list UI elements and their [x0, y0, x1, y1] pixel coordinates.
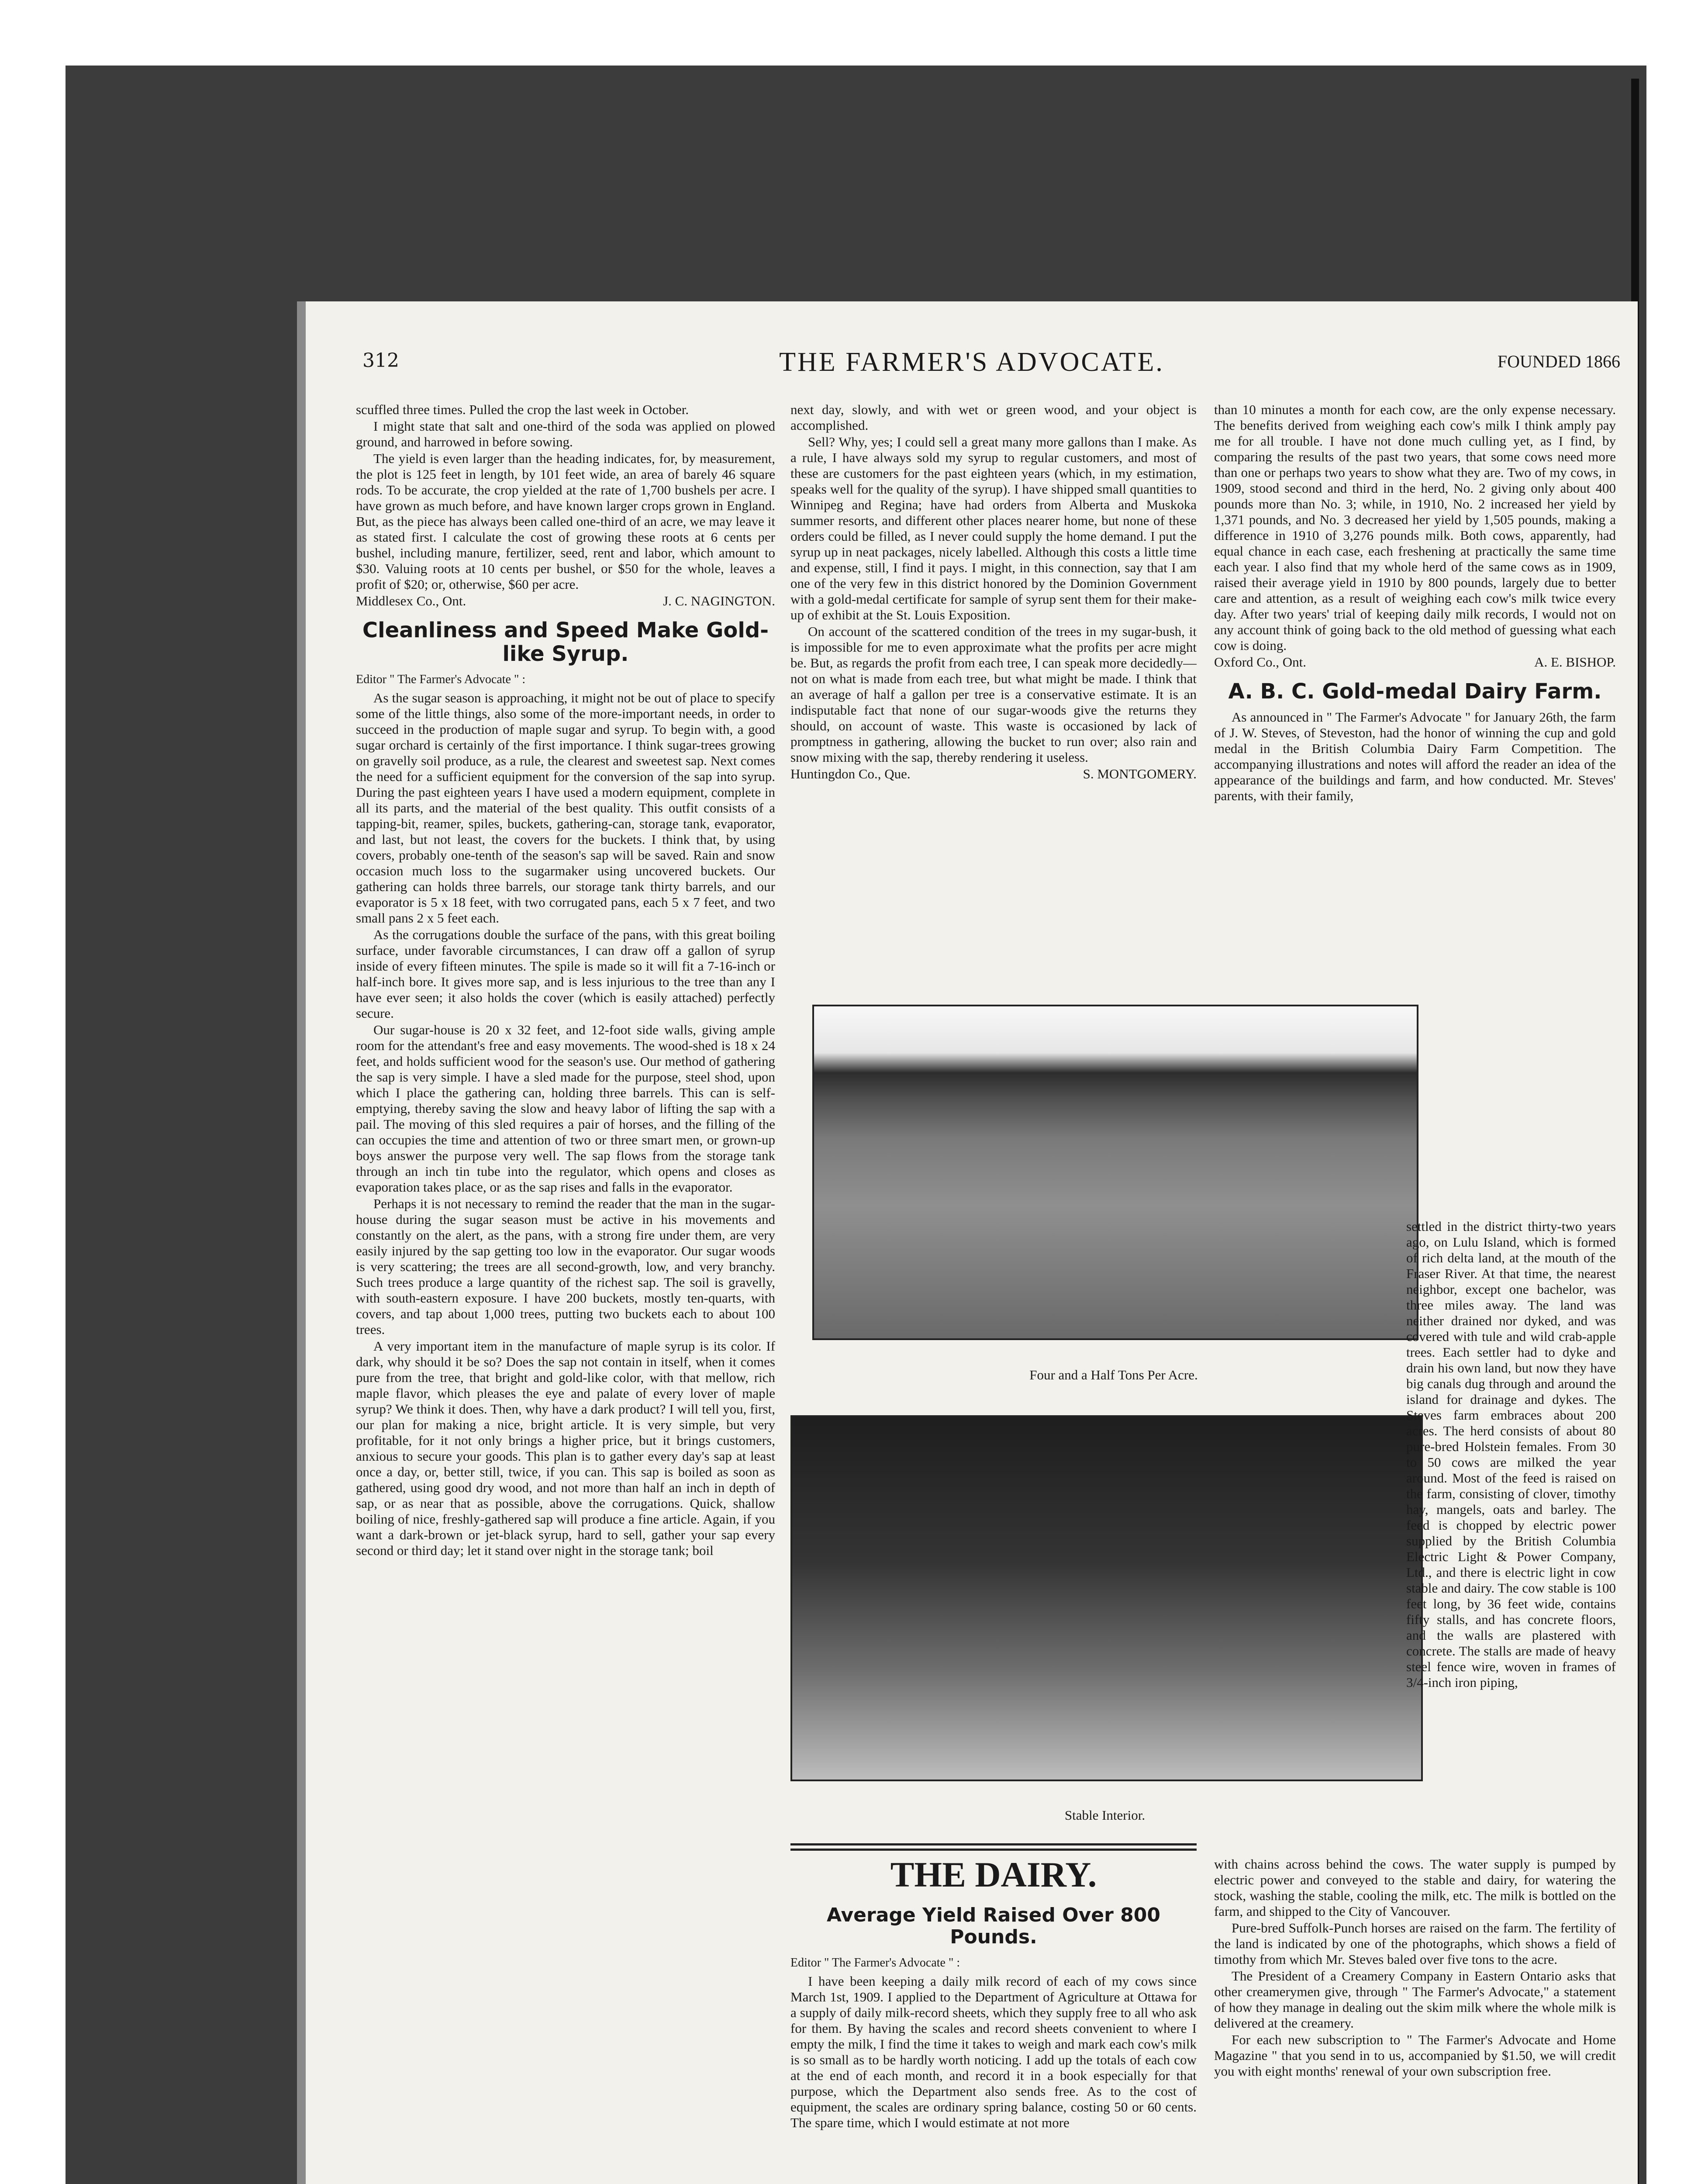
page-header [306, 349, 1638, 384]
masthead: THE FARMER'S ADVOCATE. [779, 347, 1164, 377]
section-rule [790, 1849, 1197, 1851]
article-text: As announced in " The Farmer's Advocate " for January 26th, the farm of J. W. Steves, of Steveston, had the honor of winning the cup and gold medal in the British Columbia Dairy Farm Competition. The accompanying illustrations and notes will afford the reader an idea of the appearance of the buildings and farm, and how conducted. Mr. Steves' parents, with their family, [1214, 709, 1616, 803]
article-text: next day, slowly, and with wet or green wood, and your object is accomplished. [790, 402, 1197, 433]
article-text: with chains across behind the cows. The water supply is pumped by electric power and conveyed to the stable and dairy, for watering the stock, washing the stable, cooling the milk, etc. The milk is bottled on the farm, and shipped to the City of Vancouver. [1214, 1856, 1616, 1919]
signature-place: Oxford Co., Ont. [1214, 654, 1306, 670]
article-text: scuffled three times. Pulled the crop the last week in October. [356, 402, 689, 417]
section-title: THE DAIRY. [890, 1855, 1097, 1894]
page-number: 312 [362, 349, 399, 372]
article-text: A very important item in the manufacture of maple syrup is its color. If dark, why should it be so? Does the sap not contain in itself, when it comes pure from the tree, that bright and gold-like color, with that mellow, rich maple flavor, which pleases the eye and palate of every lover of maple syrup? We think it does. Then, why have a dark product? I will tell you, first, our plan for making a nice, bright article. It is very simple, but very profitable, for it not only brings a higher price, but it brings customers, anxious to secure your goods. This plan is to gather every day's sap at least once a day, or, better still, twice, if you can. This sap is boiled as soon as gathered, using good dry wood, and not more than half an inch in depth of sap, or as near that as possible, above the corrugations. Quick, shallow boiling of nice, freshly-gathered sap will produce a fine article. Again, if you want a dark-brown or jet-black syrup, hard to sell, gather your sap every second or third day; let it stand over night in the storage tank; boil [356, 1338, 775, 1558]
narrow-column [1406, 1219, 1616, 1856]
article-text: The President of a Creamery Company in Eastern Ontario asks that other creamerymen give, through " The Farmer's Advocate," a statement of how they manage in dealing out the skim milk where the whole milk is delivered at the creamery. [1214, 1968, 1616, 2031]
signature-name: A. E. BISHOP. [1534, 654, 1616, 670]
article-headline: A. B. C. Gold-medal Dairy Farm. [1228, 679, 1602, 704]
column-3-bottom [1214, 1856, 1616, 2184]
article-headline: Cleanliness and Speed Make Gold-like Syrup. [362, 618, 769, 666]
column-1 [356, 402, 775, 2184]
signature [1214, 654, 1616, 670]
editor-salutation: Editor " The Farmer's Advocate " : [356, 673, 526, 686]
signature-place: Middlesex Co., Ont. [356, 593, 466, 608]
article-headline: Average Yield Raised Over 800 Pounds. [826, 1904, 1161, 1948]
field-photo [812, 1005, 1418, 1340]
photo-caption: Stable Interior. [1064, 1807, 1146, 1823]
article-text: I might state that salt and one-third of the soda was applied on plowed ground, and harrowed in before sowing. [356, 418, 775, 449]
editor-salutation: Editor " The Farmer's Advocate " : [790, 1956, 960, 1970]
article-text: Perhaps it is not necessary to remind the reader that the man in the sugar-house during the sugar season must be active in his movements and constantly on the alert, as the pans, with a strong fire under them, are very easily injured by the sap getting too low in the evaporator. Our sugar woods is very scattering; the trees are all second-growth, low, and very branchy. Such trees produce a large quantity of the richest sap. The soil is gravelly, with south-eastern exposure. I have 200 buckets, mostly ten-quarts, with covers, and tap about 1,000 trees, putting two buckets each to about 100 trees. [356, 1196, 775, 1337]
article-text: The yield is even larger than the heading indicates, for, by measurement, the plot is 125 feet in length, by 101 feet wide, an area of barely 46 square rods. To be accurate, the crop yielded at the rate of 1,700 bushels per acre. I have grown as much before, and have known larger crops grown in England. But, as the piece has always been called one-third of an acre, we may leave it as stated first. I calculate the cost of growing these roots at 6 cents per bushel, including manure, fertilizer, seed, rent and labor, which amount to $30. Valuing roots at 10 cents per bushel, or $50 for the whole, leaves a profit of $20; or, otherwise, $60 per acre. [356, 451, 775, 592]
signature [790, 766, 1197, 782]
dairy-column [790, 1952, 1197, 2184]
article-text: than 10 minutes a month for each cow, are the only expense necessary. The benefits derived from weighing each cow's milk I think amply pay me for all trouble. I have not done much culling yet, as I find, by comparing the results of the past two years, that some cows need more than one or perhaps two years to show what they are. Two of my cows, in 1909, stood second and third in the herd, No. 2 giving only about 400 pounds more than No. 3; while, in 1910, No. 2 increased her yield by 1,371 pounds, and No. 3 decreased her yield by 1,505 pounds, making a difference in 1910 of 3,276 pounds milk. Both cows, apparently, had equal chance in each case, each freshening at practically the same time each year. I also find that my whole herd of the same cows as in 1909, raised their average yield in 1910 by 800 pounds, largely due to better care and attention, as a result of weighing each cow's milk twice every day. After two years' trial of keeping daily milk records, I would not on any account think of going back to the old method of guessing what each cow is doing. [1214, 402, 1616, 653]
article-text: Pure-bred Suffolk-Punch horses are raised on the farm. The fertility of the land is indicated by one of the photographs, which shows a field of timothy from which Mr. Steves baled over five tons to the acre. [1214, 1920, 1616, 1967]
photo-caption: Four and a Half Tons Per Acre. [1029, 1367, 1198, 1382]
article-text: Sell? Why, yes; I could sell a great many more gallons than I make. As a rule, I have always sold my syrup to regular customers, and most of these are customers for the past eighteen years (which, in my estimation, speaks well for the quality of the syrup). I have shipped small quantities to Winnipeg and Regina; have had orders from Alberta and Muskoka summer resorts, and different other places nearer home, but none of these orders could be filled, as I never could supply the home demand. I put the syrup up in neat packages, nicely labelled. Although this costs a little time and expense, still, I find it pays. I might, in this connection, say that I am one of the very few in this district honored by the Dominion Government with a gold-medal certificate for sample of syrup sent them for their make-up of exhibit at the St. Louis Exposition. [790, 434, 1197, 622]
signature-name: J. C. NAGINGTON. [663, 593, 775, 608]
section-rule [790, 1843, 1197, 1845]
article-text: Our sugar-house is 20 x 32 feet, and 12-foot side walls, giving ample room for the attendant's free and easy movements. The wood-shed is 18 x 24 feet, and holds sufficient wood for the season's use. Our method of gathering the sap is very simple. I have a sled made for the purpose, steel shod, upon which I place the gathering can, holding three barrels. This can is self-emptying, thereby saving the slow and heavy labor of lifting the sap with a pail. The moving of this sled requires a pair of horses, and the filling of the can occupies the time and attention of two or three smart men, or grown-up boys answer the purpose very well. The sap flows from the storage tank through an inch tin tube into the regulator, which opens and closes as evaporation takes place, or as the sap rises and falls in the evaporator. [356, 1022, 775, 1195]
column-2 [790, 402, 1197, 970]
founded-label: FOUNDED 1866 [1497, 352, 1620, 371]
stable-photo [790, 1415, 1423, 1781]
article-text: On account of the scattered condition of the trees in my sugar-bush, it is impossible for me to even approximate what the profits per acre might be. But, as regards the profit from each tree, I can speak more decidedly—not on what is made from each tree, but what might be made. I think that an average of half a gallon per tree is a conservative estimate. It is an indisputable fact that none of our sugar-woods give the returns they should, on account of waste. This waste is occasioned by lack of promptness in gathering, allowing the bucket to run over; also rain and snow mixing with the sap, thereby rendering it useless. [790, 624, 1197, 765]
newspaper-page [306, 301, 1638, 2184]
signature-place: Huntingdon Co., Que. [790, 766, 911, 781]
article-text: As the sugar season is approaching, it might not be out of place to specify some of the little things, also some of the more-important needs, in order to succeed in the production of maple sugar and syrup. To begin with, a good sugar orchard is certainly of the first importance. I think sugar-trees growing on gravelly soil produce, as a rule, the clearest and sweetest sap. Next comes the need for a sufficient equipment for the conversion of the sap into syrup. During the past eighteen years I have used a modern equipment, complete in all its parts, and the material of the best quality. This outfit consists of a tapping-bit, reamer, spiles, buckets, gathering-can, storage tank, evaporator, and last, but not least, the covers for the buckets. I think that, by using covers, probably one-tenth of the season's sap will be saved. Rain and snow occasion much loss to the sugarmaker using uncovered buckets. Our gathering can holds three barrels, our storage tank thirty barrels, and our evaporator is 5 x 18 feet, with two corrugated pans, each 5 x 7 feet, and two small pans 2 x 5 feet each. [356, 690, 775, 926]
article-text: For each new subscription to " The Farmer's Advocate and Home Magazine " that you send in to us, accompanied by $1.50, we will credit you with eight months' renewal of your own subscription free. [1214, 2032, 1616, 2079]
article-text: settled in the district thirty-two years ago, on Lulu Island, which is formed of rich delta land, at the mouth of the Fraser River. At that time, the nearest neighbor, except one bachelor, was three miles away. The land was neither drained nor dyked, and was covered with tule and wild crab-apple trees. Each settler had to dyke and drain his own land, but now they have big canals dug through and around the island for drainage and dykes. The Steves farm embraces about 200 acres. The herd consists of about 80 pure-bred Holstein females. From 30 to 50 cows are milked the year around. Most of the feed is raised on the farm, consisting of clover, timothy hay, mangels, oats and barley. The feed is chopped by electric power supplied by the British Columbia Electric Light & Power Company, Ltd., and there is electric light in cow stable and dairy. The cow stable is 100 feet long, by 36 feet wide, contains fifty stalls, and has concrete floors, and the walls are plastered with concrete. The stalls are made of heavy steel fence wire, woven in frames of 3/4-inch iron piping, [1406, 1219, 1616, 1690]
article-text: I have been keeping a daily milk record of each of my cows since March 1st, 1909. I applied to the Department of Agriculture at Ottawa for a supply of daily milk-record sheets, which they supply free to all who ask for them. By having the scales and record sheets convenient to where I empty the milk, I find the time it takes to weigh and mark each cow's milk is so small as to be hardly worth noticing. I add up the totals of each cow at the end of each month, and record it in a book especially for that purpose, which the Department also sends free. As to the cost of equipment, the scales are ordinary spring balance, costing 50 or 60 cents. The spare time, which I would estimate at not more [790, 1973, 1197, 2130]
signature-name: S. MONTGOMERY. [1083, 766, 1197, 781]
article-text: As the corrugations double the surface of the pans, with this great boiling surface, under favorable circumstances, I can draw off a gallon of syrup inside of every fifteen minutes. The spile is made so it will fit a 7-16-inch or half-inch bore. It gives more sap, and is less injurious to the tree than any I have ever seen; it also holds the cover (which is easily attached) perfectly secure. [356, 927, 775, 1021]
signature [356, 593, 775, 609]
